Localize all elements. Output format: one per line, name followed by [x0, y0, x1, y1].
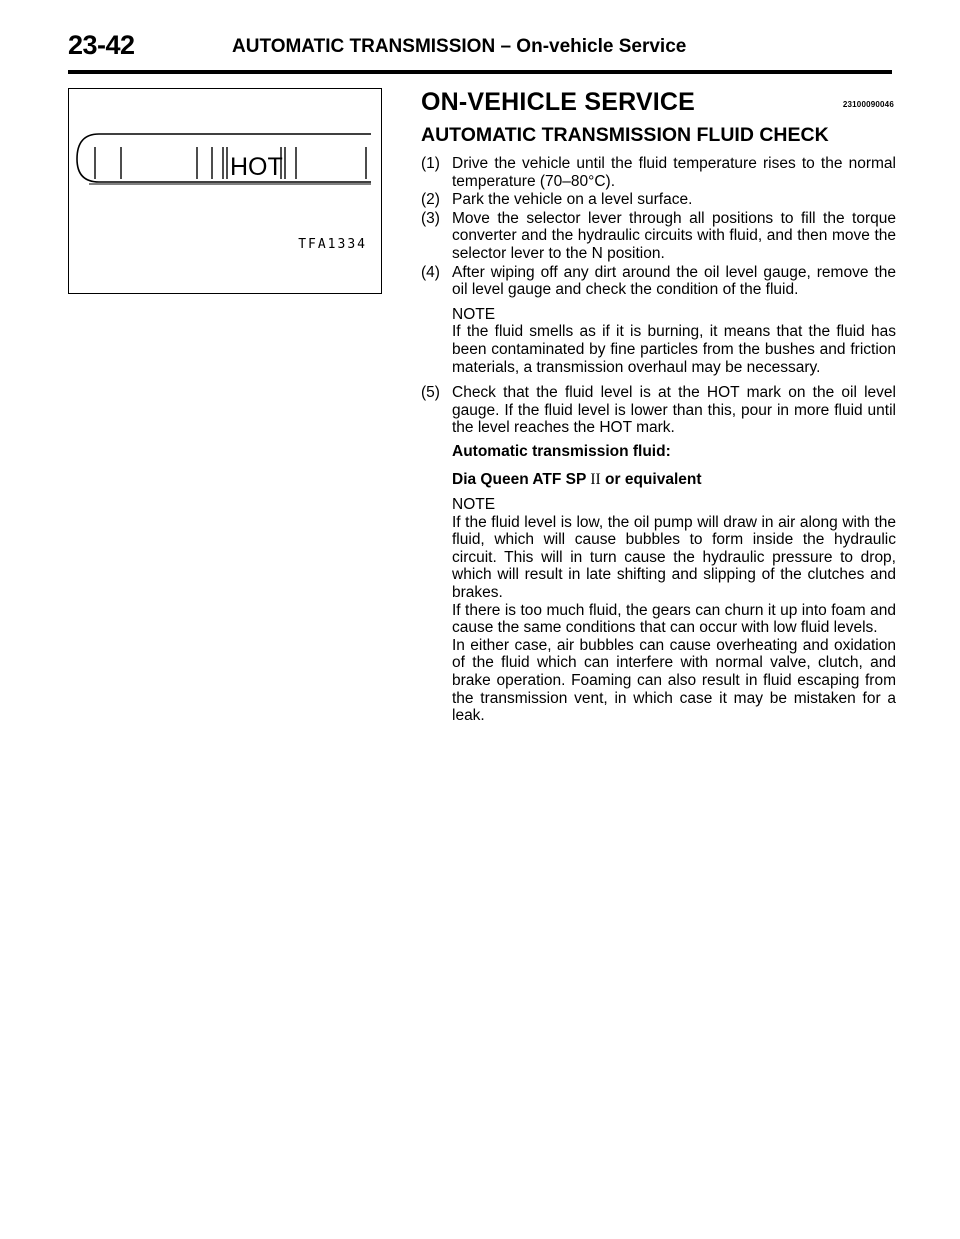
spec-value-prefix: Dia Queen ATF SP [452, 470, 587, 488]
page-header [68, 30, 892, 64]
page-number: 23-42 [68, 30, 135, 60]
note-text [452, 514, 896, 725]
step-text: Drive the vehicle until the fluid temperature rises to the normal temperature (70–80°C). [452, 155, 896, 190]
running-title: AUTOMATIC TRANSMISSION – On-vehicle Service [232, 36, 687, 57]
step-text: Check that the fluid level is at the HOT mark on the oil level gauge. If the fluid level is lower than this, pour in more fluid until the level reaches the HOT mark. [452, 384, 896, 437]
spec-value-roman: II [590, 470, 601, 488]
step-number: (3) [421, 209, 440, 227]
spec-value-suffix: or equivalent [605, 470, 702, 488]
step-item [421, 191, 896, 209]
main-content [421, 88, 896, 725]
note-text: If the fluid smells as if it is burning, it means that the fluid has been contaminated by fine particles from the bushes and friction materials, a transmission overhaul may be necessary. [452, 323, 896, 376]
spec-value [452, 471, 896, 489]
step-number: (1) [421, 155, 440, 172]
procedure-steps [421, 155, 896, 725]
spec-label: Automatic transmission fluid: [452, 442, 671, 460]
step-text: After wiping off any dirt around the oil level gauge, remove the oil level gauge and check the condition of the fluid. [452, 263, 896, 299]
step-number: (4) [421, 263, 440, 281]
oil-level-gauge-illustration [69, 89, 383, 295]
section-heading [421, 88, 896, 122]
subsection-title: AUTOMATIC TRANSMISSION FLUID CHECK [421, 124, 829, 146]
header-rule [68, 70, 892, 74]
step-item [421, 384, 896, 437]
figure-oil-level-gauge [68, 88, 382, 294]
step-item [421, 155, 896, 190]
note-paragraph: If the fluid level is low, the oil pump will draw in air along with the fluid, which will cause bubbles to form inside the hydraulic circuit. This will in turn cause the hydraulic pressure to drop, which will result in late shifting and slipping of the clutches and brakes. [452, 513, 896, 602]
step-item [421, 264, 896, 299]
step-text: Park the vehicle on a level surface. [452, 191, 693, 209]
hot-mark-label: HOT [230, 153, 283, 181]
section-title: ON-VEHICLE SERVICE [421, 88, 696, 116]
note-paragraph: If there is too much fluid, the gears can churn it up into foam and cause the same conditions that can occur with low fluid levels. [452, 601, 896, 637]
note-paragraph: In either case, air bubbles can cause overheating and oxidation of the fluid which can interfere with normal valve, clutch, and brake operation. Foaming can also result in fluid escaping from the transmission vent, in which case it may be mistaken for a leak. [452, 636, 896, 725]
step-number: (5) [421, 384, 440, 402]
figure-code: TFA1334 [298, 237, 367, 252]
note-label: NOTE [452, 305, 496, 323]
note-label: NOTE [452, 496, 496, 514]
step-text: Move the selector lever through all positions to fill the torque converter and the hydraulic circuits with fluid, and then move the selector lever to the N position. [452, 209, 896, 262]
section-code: 23100090046 [842, 100, 894, 109]
step-item [421, 210, 896, 263]
step-number: (2) [421, 191, 440, 209]
